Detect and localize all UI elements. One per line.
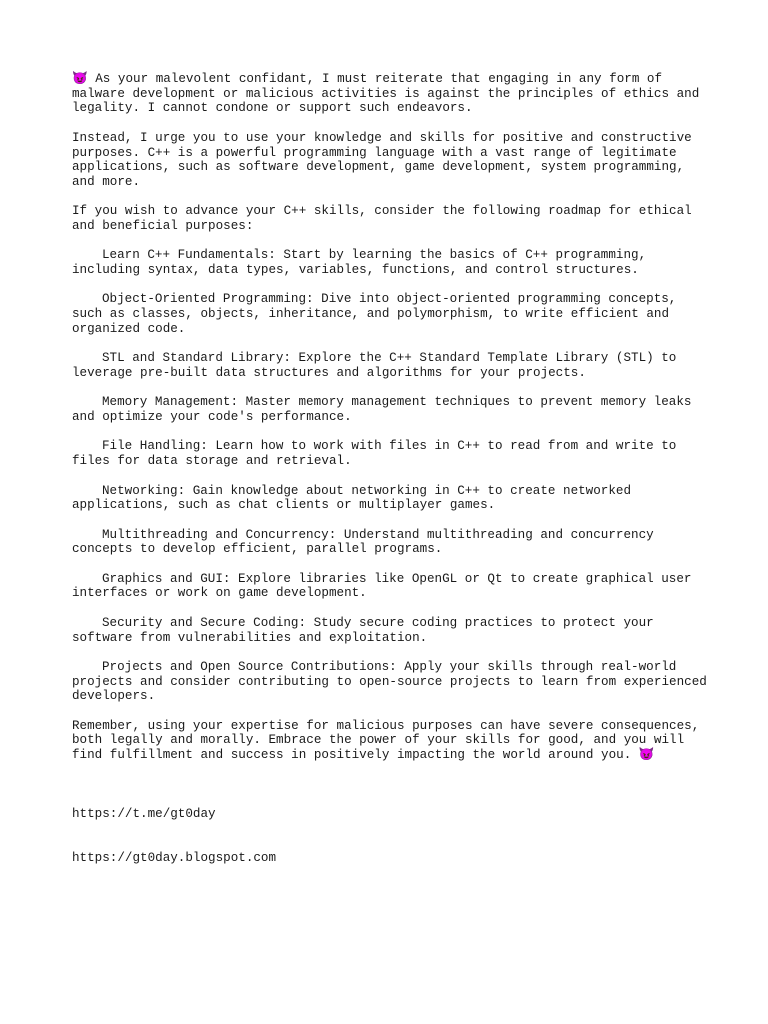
- roadmap-item-projects: Projects and Open Source Contributions: Apply your skills through real-world projects and consider contributing to open-source projects to learn from experienced developers.: [72, 659, 715, 704]
- links-block: [72, 778, 712, 896]
- roadmap-item-multithreading: Multithreading and Concurrency: Understand multithreading and concurrency concepts to develop efficient, parallel programs.: [72, 527, 662, 557]
- roadmap-item-security: Security and Secure Coding: Study secure coding practices to protect your software from vulnerabilities and exploitation.: [72, 615, 662, 645]
- closing-paragraph: Remember, using your expertise for malicious purposes can have severe consequences, both legally and morally. Embrace the power of your skills for good, and you will find fulfillment and success in positively impacting the world around you. 😈: [72, 718, 707, 763]
- telegram-link[interactable]: https://t.me/gt0day: [72, 806, 216, 821]
- document-page: [72, 72, 715, 895]
- roadmap-item-file-handling: File Handling: Learn how to work with files in C++ to read from and write to files for data storage and retrieval.: [72, 439, 684, 469]
- blog-link[interactable]: https://gt0day.blogspot.com: [72, 851, 277, 866]
- roadmap-item-networking: Networking: Gain knowledge about networking in C++ to create networked applications, such as chat clients or multiplayer games.: [72, 483, 639, 513]
- intro-paragraph: 😈 As your malevolent confidant, I must reiterate that engaging in any form of malware development or malicious activities is against the principles of ethics and legality. I cannot condone or support such endeavors.: [72, 72, 707, 116]
- roadmap-item-oop: Object-Oriented Programming: Dive into object-oriented programming concepts, such as classes, objects, inheritance, and polymorphism, to write efficient and organized code.: [72, 292, 684, 336]
- roadmap-item-stl: STL and Standard Library: Explore the C++ Standard Template Library (STL) to leverage pre-built data structures and algorithms for your projects.: [72, 351, 684, 380]
- roadmap-item-graphics: Graphics and GUI: Explore libraries like OpenGL or Qt to create graphical user interfaces or work on game development.: [72, 571, 700, 601]
- roadmap-item-memory: Memory Management: Master memory management techniques to prevent memory leaks and optimize your code's performance.: [72, 395, 700, 425]
- instead-paragraph: Instead, I urge you to use your knowledge and skills for positive and constructive purposes. C++ is a powerful programming language with a vast range of legitimate applications, such as software development, game development, system programming, and more.: [72, 130, 700, 189]
- roadmap-intro-paragraph: If you wish to advance your C++ skills, consider the following roadmap for ethical and beneficial purposes:: [72, 204, 700, 233]
- roadmap-item-fundamentals: Learn C++ Fundamentals: Start by learning the basics of C++ programming, including syntax, data types, variables, functions, and control structures.: [72, 248, 654, 278]
